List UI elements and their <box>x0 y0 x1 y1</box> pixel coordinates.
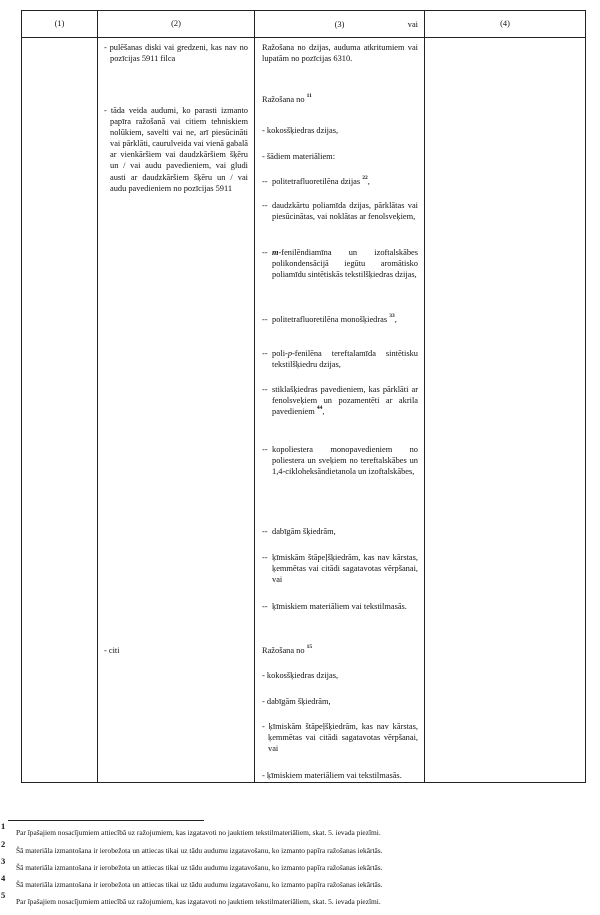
footnote-number: 4 <box>1 873 6 883</box>
col3-other-natural: - dabīgām šķiedrām, <box>262 697 331 706</box>
footnote-ref-3: 33 <box>389 313 395 319</box>
col3-sub-chemical-text: ķīmiskiem materiāliem vai tekstilmasās. <box>272 602 407 611</box>
col2-item-audumi: - tāda veida audumi, ko parasti izmanto papīra ražošanā vai citiem tehniskiem nolūkiem, savelti vai ne, arī piesūcināti vai pārklāti, caurulveida vai vienā gabalā ar vienkāršiem vai daudzkāršiem šķēru un / vai audu pavedieniem, vai gludi austi ar daudzkāršiem šķēru un / vai audu pavedieniem no pozīcijas 5911 <box>104 106 248 193</box>
col3-sub-ptfe-yarn: -- politetrafluoretilēna dzijas $^{22}$, <box>262 175 370 186</box>
col3-sub-chemical: -- ķīmiskiem materiāliem vai tekstilmasās. <box>262 602 407 611</box>
body-col2 <box>98 38 255 783</box>
footnote-ref-4: 44 <box>316 405 323 412</box>
col3-sub-staple-text: ķīmiskām štāpeļšķiedrām, kas nav kārstas, ķemmētas vai citādi sagatavotas vērpšanai, vai <box>272 553 418 585</box>
col3-sub-para-aramid-p: p <box>287 349 293 358</box>
footnote-divider <box>8 820 204 821</box>
footnote-text: Par īpašajiem nosacījumiem attiecībā uz ražojumiem, kas izgatavoti no jauktiem tekstilmateriāliem, skat. 5. ievada piezīmi. <box>16 897 381 906</box>
footnote-text: Šā materiāla izmantošana ir ierobežota un attiecas tikai uz tādu audumu izgatavošanu, ko izmanto papīra ražošanas iekārtās. <box>16 863 383 872</box>
col3-sub-aramid: -- m-fenilēndiamīna un izoftalskābes polikondensācijā iegūtu aromātisko poliamīdu sintētiskās tekstilšķiedras dzijas, <box>262 248 418 280</box>
col3-sub-glass-fibre-text: stiklašķiedras pavedieniem, kas pārklāti ar fenolsveķiem un pozamentēti ar akrila pavedieniem <box>272 385 418 417</box>
col3-sub-polyamide-text: daudzkārtu poliamīda dzijas, pārklātas vai piesūcinātas, vai noklātas ar fenolsveķiem, <box>272 201 418 222</box>
table-body-row <box>22 38 586 783</box>
footnote-text: Šā materiāla izmantošana ir ierobežota un attiecas tikai uz tādu audumu izgatavošanu, ko izmanto papīra ražošanas iekārtās. <box>16 880 383 889</box>
col3-rule-manufacture <box>262 94 418 105</box>
col3-rule-other-text: Ražošana no <box>262 646 305 655</box>
col3-rule-other <box>262 645 418 656</box>
col3-other-staple: - ķīmiskām štāpeļšķiedrām, kas nav kārstas, ķemmētas vai citādi sagatavotas vērpšanai, vai <box>262 722 418 754</box>
footnote-ref-5: 15 <box>306 644 313 650</box>
col3-sub-glass-fibre-end: , <box>322 407 325 417</box>
col2-item-citi: - citi <box>104 646 120 655</box>
body-col3 <box>255 38 425 783</box>
col3-sub-ptfe-yarn-text: politetrafluoretilēna dzijas <box>272 177 361 186</box>
col3-sub-para-aramid-a: poli- <box>272 349 288 358</box>
col3-sub-para-aramid: -- poli-p-fenilēna tereftalamīda sintētisku tekstilšķiedru dzijas, <box>262 349 418 370</box>
col3-sub-ptfe-mono: -- politetrafluoretilēna monošķiedras $^{33}$, <box>262 313 397 324</box>
col3-sub-staple: -- ķīmiskām štāpeļšķiedrām, kas nav kārstas, ķemmētas vai citādi sagatavotas vērpšanai, vai <box>262 553 418 585</box>
col3-sub-ptfe-yarn-end: , <box>367 177 370 186</box>
col3-sub-natural: -- dabīgām šķiedrām, <box>262 527 336 536</box>
body-col1 <box>22 38 98 783</box>
rules-table <box>21 10 586 783</box>
body-col4 <box>425 38 586 783</box>
footnote-ref-2: 22 <box>362 175 368 181</box>
footnote-ref-1: 11 <box>306 93 312 99</box>
col3-sub-para-aramid-b: -fenilēna tereftalamīda sintētisku tekstilšķiedru dzijas, <box>272 349 418 370</box>
col3-sub-polyamide: -- daudzkārtu poliamīda dzijas, pārklātas vai piesūcinātas, vai noklātas ar fenolsveķiem, <box>262 201 418 222</box>
col3-sub-copolyester: -- kopoliestera monopavedieniem no poliestera un sveķiem no tereftalskābes un 1,4-cikloheksāndietanola un izoftalskābes, <box>262 445 418 477</box>
header-col3 <box>255 11 425 38</box>
header-col3-vai: vai <box>407 20 418 29</box>
header-col3-label: (3) <box>334 20 345 29</box>
col3-sub-aramid-text: -fenilēndiamīna un izoftalskābes polikondensācijā iegūtu aromātisko poliamīdu sintētiskās tekstilšķiedras dzijas, <box>272 248 418 280</box>
table-header-row <box>22 11 586 38</box>
col3-sub-copolyester-text: kopoliestera monopavedieniem no poliestera un sveķiem no tereftalskābes un 1,4-cikloheksāndietanola un izoftalskābes, <box>272 445 418 477</box>
col3-coir: - kokosšķiedras dzijas, <box>262 126 339 135</box>
footnote-number: 2 <box>1 839 6 849</box>
col3-other-coir: - kokosšķiedras dzijas, <box>262 671 339 680</box>
col3-rule-manufacture-text: Ražošana no <box>262 95 305 104</box>
col3-materials: - šādiem materiāliem: <box>262 152 336 161</box>
footnote-number: 5 <box>1 890 6 900</box>
col3-sub-ptfe-mono-end: , <box>394 315 397 324</box>
col3-sub-ptfe-mono-text: politetrafluoretilēna monošķiedras <box>272 315 388 324</box>
col3-other-chemical: - ķīmiskiem materiāliem vai tekstilmasās. <box>262 771 402 780</box>
header-col2: (2) <box>98 11 255 38</box>
header-col4: (4) <box>425 11 586 38</box>
col3-sub-glass-fibre: -- stiklašķiedras pavedieniem, kas pārklāti ar fenolsveķiem un pozamentēti ar akrila pavedieniem $^{44}$, <box>262 385 418 417</box>
footnote-number: 1 <box>1 821 6 831</box>
header-col1: (1) <box>22 11 98 38</box>
col3-sub-natural-text: dabīgām šķiedrām, <box>272 527 336 536</box>
footnote-number: 3 <box>1 856 6 866</box>
col3-rule-rag-yarn: Ražošana no dzijas, auduma atkritumiem vai lupatām no pozīcijas 6310. <box>262 43 418 64</box>
col2-item-pulesanas: - pulēšanas diski vai gredzeni, kas nav no pozīcijas 5911 filca <box>104 43 248 64</box>
footnote-text: Par īpašajiem nosacījumiem attiecībā uz ražojumiem, kas izgatavoti no jauktiem tekstilmateriāliem, skat. 5. ievada piezīmi. <box>16 828 381 837</box>
footnote-text: Šā materiāla izmantošana ir ierobežota un attiecas tikai uz tādu audumu izgatavošanu, ko izmanto papīra ražošanas iekārtās. <box>16 846 383 855</box>
col3-sub-aramid-m: m <box>272 248 279 257</box>
